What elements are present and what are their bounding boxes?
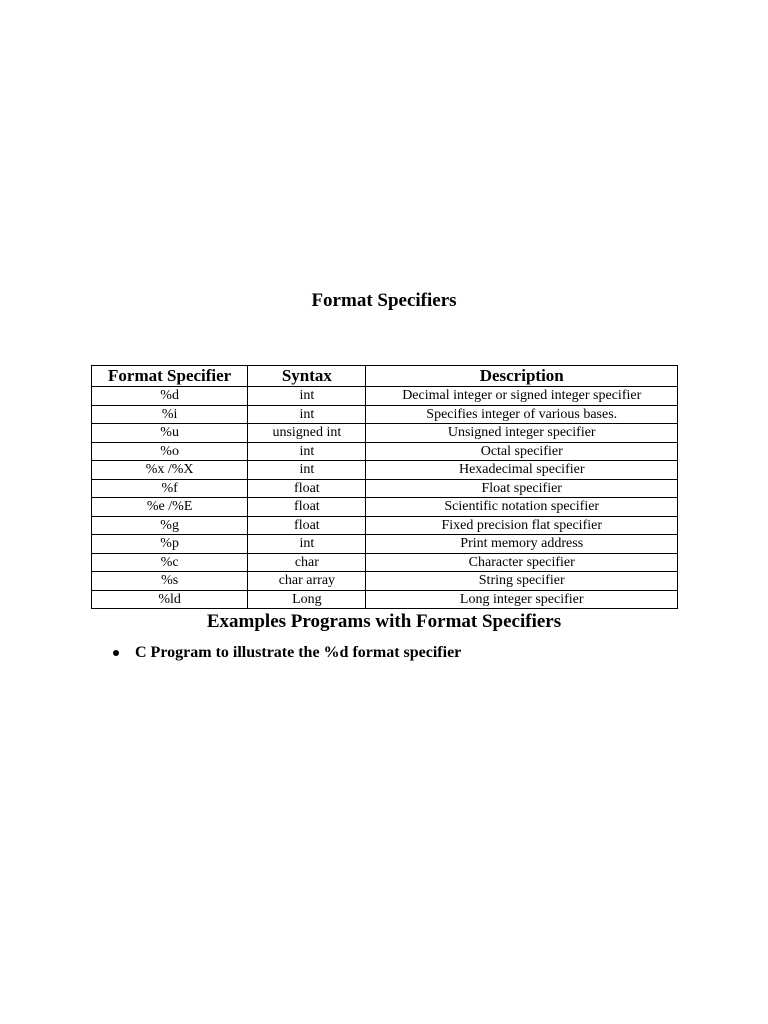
cell-syntax: int — [248, 461, 366, 480]
table-row — [92, 553, 678, 572]
cell-description: Float specifier — [366, 479, 678, 498]
cell-syntax: int — [248, 387, 366, 406]
cell-syntax: float — [248, 498, 366, 517]
table-header-row — [92, 366, 678, 387]
cell-specifier: %p — [92, 535, 248, 554]
cell-syntax: float — [248, 479, 366, 498]
table-row — [92, 479, 678, 498]
cell-description: Hexadecimal specifier — [366, 461, 678, 480]
header-description: Description — [366, 366, 678, 387]
list-item-text: C Program to illustrate the %d format specifier — [135, 644, 462, 661]
cell-syntax: int — [248, 535, 366, 554]
table-row — [92, 442, 678, 461]
cell-description: Decimal integer or signed integer specifier — [366, 387, 678, 406]
cell-description: Fixed precision flat specifier — [366, 516, 678, 535]
cell-description: Long integer specifier — [366, 590, 678, 609]
table-row — [92, 461, 678, 480]
cell-description: String specifier — [366, 572, 678, 591]
table-row — [92, 424, 678, 443]
table-row — [92, 535, 678, 554]
cell-specifier: %f — [92, 479, 248, 498]
cell-specifier: %e /%E — [92, 498, 248, 517]
cell-description: Print memory address — [366, 535, 678, 554]
header-format-specifier: Format Specifier — [92, 366, 248, 387]
table-row — [92, 590, 678, 609]
table-row — [92, 516, 678, 535]
table-row — [92, 387, 678, 406]
table-row — [92, 498, 678, 517]
format-specifier-table — [91, 365, 678, 609]
cell-specifier: %u — [92, 424, 248, 443]
table-row — [92, 572, 678, 591]
table-row — [92, 405, 678, 424]
cell-syntax: int — [248, 405, 366, 424]
cell-specifier: %i — [92, 405, 248, 424]
cell-specifier: %d — [92, 387, 248, 406]
cell-syntax: char — [248, 553, 366, 572]
examples-heading: Examples Programs with Format Specifiers — [206, 611, 562, 632]
list-item — [108, 642, 461, 664]
cell-syntax: int — [248, 442, 366, 461]
cell-specifier: %s — [92, 572, 248, 591]
cell-description: Specifies integer of various bases. — [366, 405, 678, 424]
cell-syntax: unsigned int — [248, 424, 366, 443]
cell-specifier: %ld — [92, 590, 248, 609]
page-title: Format Specifiers — [311, 290, 457, 311]
cell-syntax: float — [248, 516, 366, 535]
cell-description: Character specifier — [366, 553, 678, 572]
cell-syntax: char array — [248, 572, 366, 591]
header-syntax: Syntax — [248, 366, 366, 387]
examples-list — [108, 642, 461, 664]
cell-description: Scientific notation specifier — [366, 498, 678, 517]
cell-description: Unsigned integer specifier — [366, 424, 678, 443]
cell-specifier: %o — [92, 442, 248, 461]
cell-specifier: %x /%X — [92, 461, 248, 480]
cell-specifier: %c — [92, 553, 248, 572]
bullet-icon — [113, 650, 119, 656]
cell-description: Octal specifier — [366, 442, 678, 461]
cell-syntax: Long — [248, 590, 366, 609]
cell-specifier: %g — [92, 516, 248, 535]
